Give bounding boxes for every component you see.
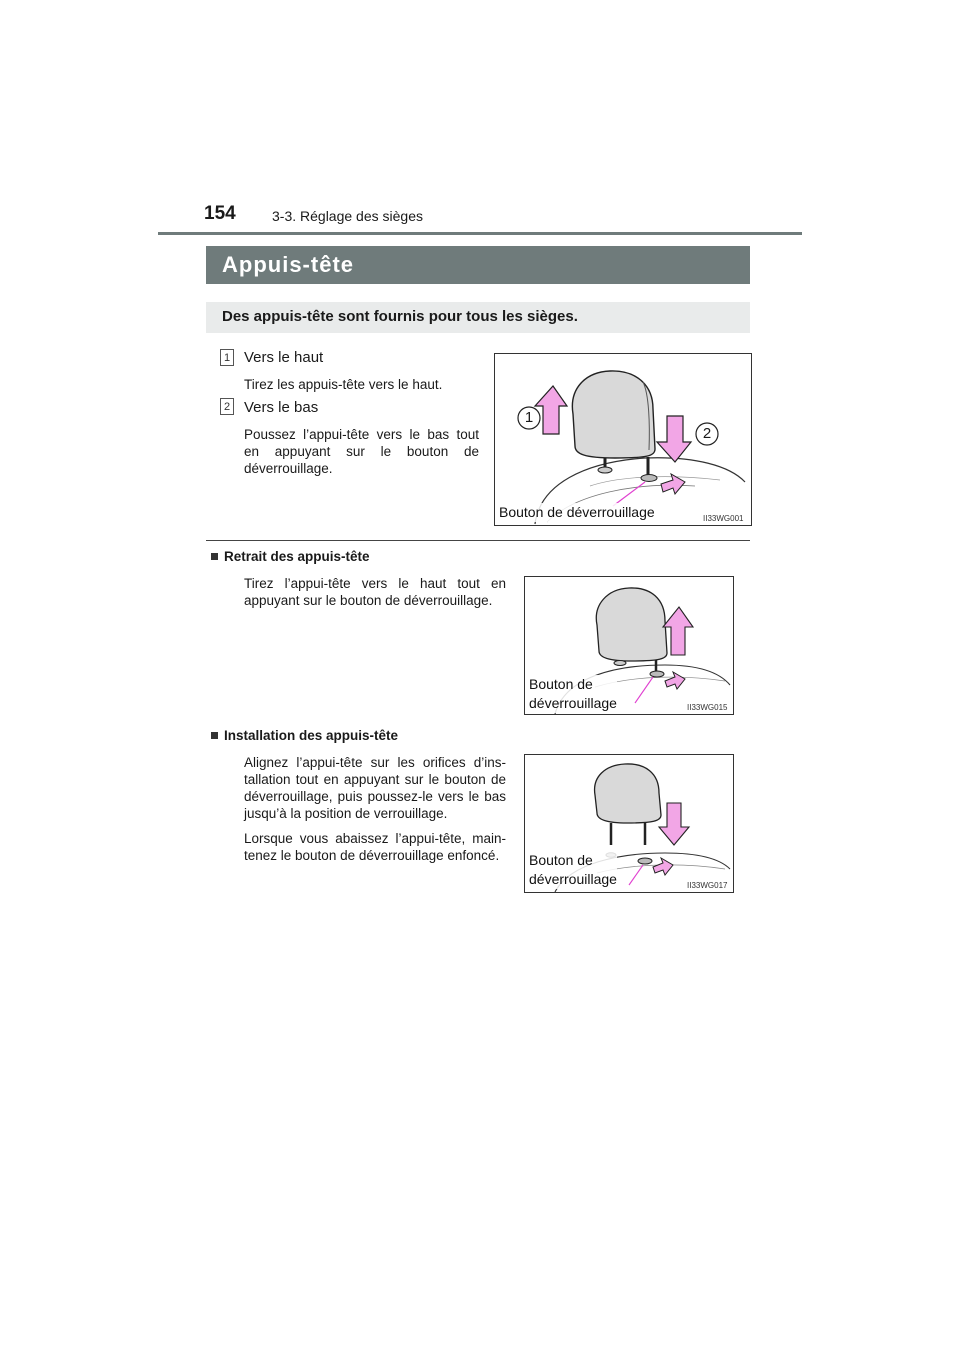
- header-rule: [158, 232, 802, 235]
- figure-code: II33WG017: [687, 881, 728, 890]
- page-number: 154: [204, 203, 236, 224]
- callout-number-1: 1: [524, 409, 534, 426]
- release-button-label: Bouton de déverrouillage: [499, 504, 655, 520]
- release-button-label-line2: déverrouillage: [529, 695, 617, 711]
- release-button-label-line1: Bouton de: [529, 852, 593, 868]
- item-number-badge: 2: [220, 398, 234, 415]
- section-divider: [206, 540, 750, 541]
- bullet-square-icon: [211, 732, 218, 739]
- item-body: Poussez l’appui-tête vers le bas tout en appuyant sur le bouton de déverrouillage.: [244, 427, 479, 476]
- item-number-badge: 1: [220, 349, 234, 366]
- release-button-label: [529, 851, 617, 889]
- removal-heading: [211, 549, 370, 564]
- release-button-label: [529, 675, 617, 713]
- item-body: Tirez les appuis-tête vers le haut.: [244, 377, 443, 392]
- item-heading: Vers le haut: [244, 349, 324, 366]
- installation-heading: [211, 728, 398, 743]
- installation-heading-text: Installation des appuis-tête: [224, 728, 399, 743]
- installation-body-1: Alignez l’appui-tête sur les orifices d’ins-tallation tout en appuyant sur le bouton de déverrouillage, puis poussez-le vers le bas jusqu’à la position de verrouillage.: [244, 755, 506, 821]
- callout-number-2: 2: [702, 425, 712, 442]
- page-title: Appuis-tête: [222, 252, 354, 277]
- section-reference: 3-3. Réglage des sièges: [272, 208, 423, 224]
- release-button-label-line1: Bouton de: [529, 676, 593, 692]
- removal-body: Tirez l’appui-tête vers le haut tout en appuyant sur le bouton de déverrouillage.: [244, 576, 506, 608]
- title-band: [206, 246, 750, 284]
- bullet-square-icon: [211, 553, 218, 560]
- headrest-removal-figure: [524, 576, 734, 715]
- headrest-adjust-figure: [494, 353, 752, 526]
- figure-code: II33WG015: [687, 703, 728, 712]
- intro-band: [206, 302, 750, 333]
- release-button-label-line2: déverrouillage: [529, 871, 617, 887]
- headrest-installation-figure: [524, 754, 734, 893]
- removal-heading-text: Retrait des appuis-tête: [224, 549, 370, 564]
- installation-body-2: Lorsque vous abaissez l’appui-tête, main-tenez le bouton de déverrouillage enfoncé.: [244, 831, 506, 863]
- intro-text: Des appuis-tête sont fournis pour tous les sièges.: [222, 308, 578, 325]
- figure-code: II33WG001: [703, 514, 744, 523]
- item-heading: Vers le bas: [244, 399, 319, 416]
